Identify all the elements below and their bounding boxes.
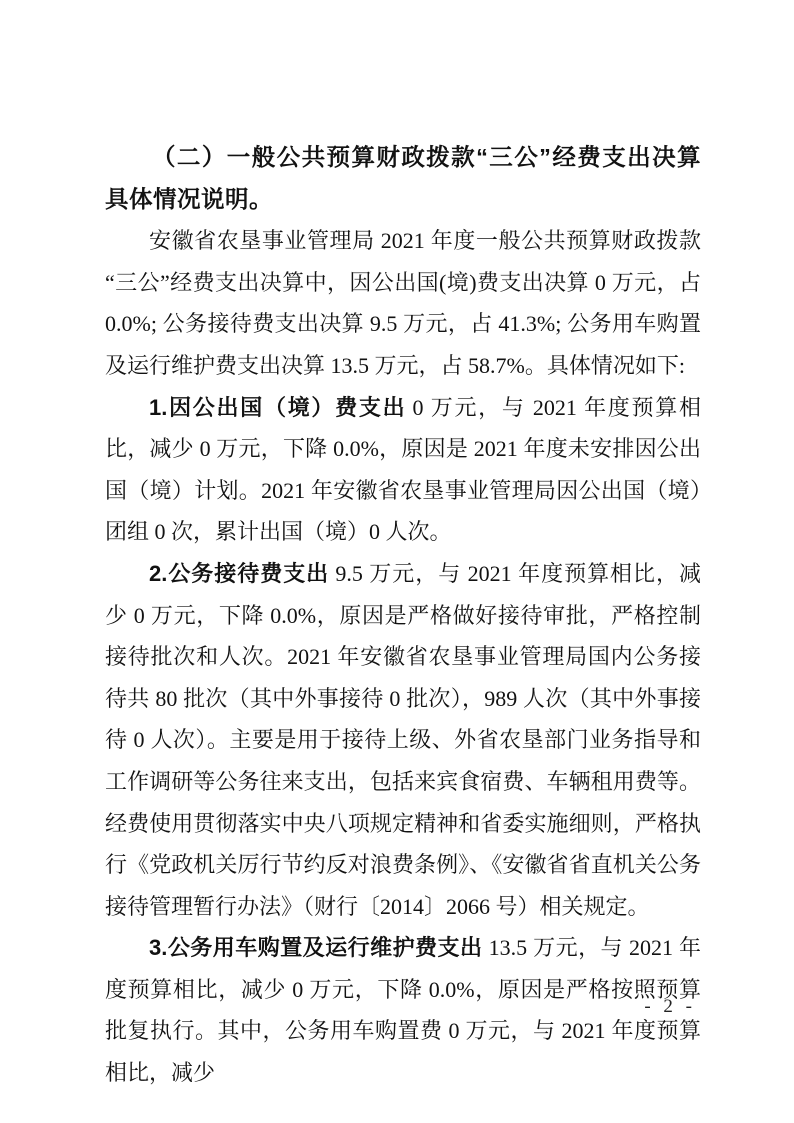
- document-content: [105, 137, 701, 1094]
- paragraph-bold-lead: 1.因公出国（境）费支出: [149, 394, 407, 420]
- section-heading: （二）一般公共预算财政拨款“三公”经费支出决算具体情况说明。: [105, 144, 701, 212]
- paragraph-text: 9.5 万元，与 2021 年度预算相比，减少 0 万元，下降 0.0%，原因是严格做好接待审批，严格控制接待批次和人次。2021 年安徽省农垦事业管理局国内公务接待共 80 批次（其中外事接待 0 批次），989 人次（其中外事接待 0 人次）。主要是用于接待上级、外省农垦部门业务指导和工作调研等公务往来支出，包括来宾食宿费、车辆租用费等。经费使用贯彻落实中央八项规定精神和省委实施细则，严格执行《党政机关厉行节约反对浪费条例》、《安徽省省直机关公务接待管理暂行办法》（财行〔2014〕2066 号）相关规定。: [105, 560, 701, 919]
- paragraph-text: 安徽省农垦事业管理局 2021 年度一般公共预算财政拨款“三公”经费支出决算中，因公出国(境)费支出决算 0 万元，占 0.0%; 公务接待费支出决算 9.5 万元，占 41.3%; 公务用车购置及运行维护费支出决算 13.5 万元，占 58.7%。具体情况如下:: [105, 228, 701, 378]
- paragraph-bold-lead: 2.公务接待费支出: [149, 560, 330, 586]
- paragraph-text: 13.5 万元，与 2021 年度预算相比，减少 0 万元，下降 0.0%，原因是严格按照预算批复执行。其中，公务用车购置费 0 万元，与 2021 年度预算相比，减少: [105, 935, 701, 1086]
- page-number: - 2 -: [644, 996, 696, 1017]
- paragraph-text: 0 万元，与 2021 年度预算相比，减少 0 万元，下降 0.0%，原因是 2021 年度未安排因公出国（境）计划。2021 年安徽省农垦事业管理局因公出国（境）团组 0 次，累计出国（境）0 人次。: [105, 394, 701, 545]
- paragraph-item-1-outbound-trips: [105, 387, 701, 553]
- paragraph-item-3-official-vehicles: [105, 927, 701, 1093]
- paragraph-bold-lead: 3.公务用车购置及运行维护费支出: [149, 935, 483, 961]
- paragraph-item-2-official-reception: [105, 553, 701, 927]
- paragraph-summary: [105, 220, 701, 386]
